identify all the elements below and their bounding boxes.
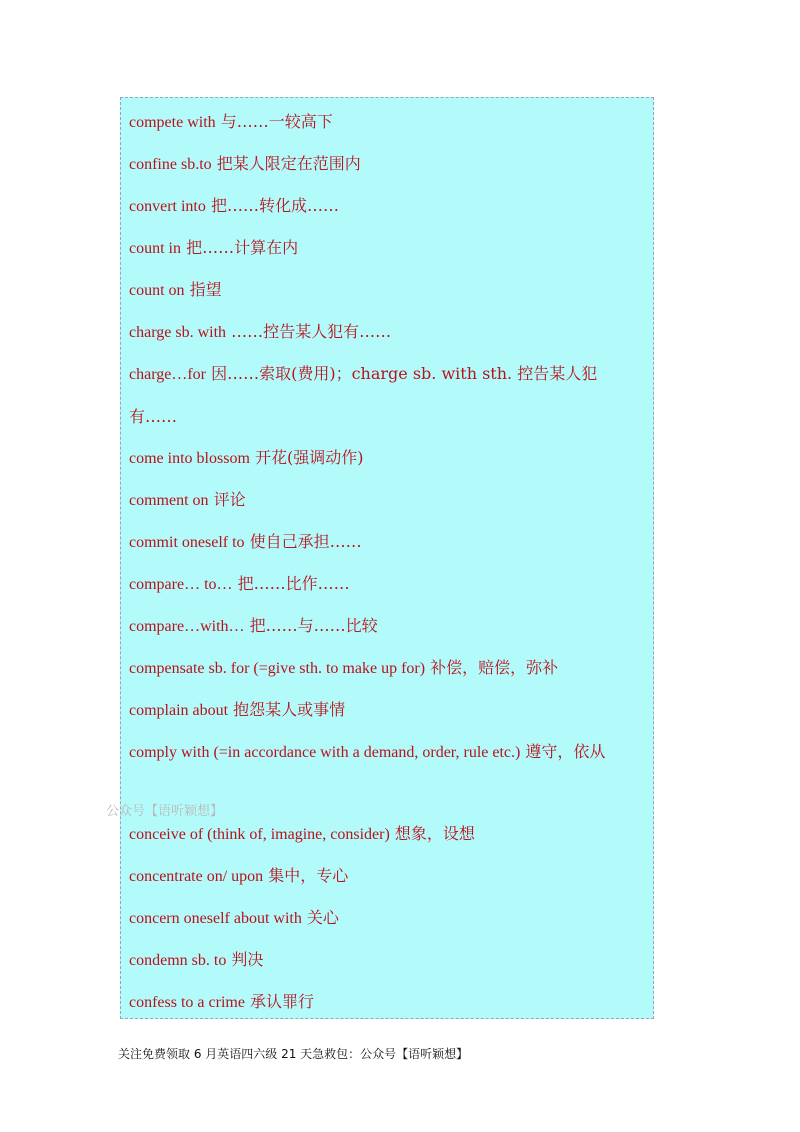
entry-phrase: complain about [129,702,229,719]
entry-meaning: 关心 [301,908,339,927]
entry-meaning: 把……计算在内 [181,238,299,257]
entry-20 [129,981,644,1024]
entry-meaning: 评论 [208,490,246,509]
entry-phrase: come into blossom [129,450,250,467]
entry-2 [129,143,644,186]
entry-meaning: 把……与……比较 [244,616,378,635]
entry-4 [129,227,644,270]
entry-5 [129,269,644,312]
entry-10 [129,521,644,564]
entry-phrase: compete with [129,114,216,131]
entry-15 [129,731,644,774]
entry-meaning: 指望 [184,280,222,299]
entry-meaning: 把……比作…… [232,574,350,593]
entry-meaning: ……控告某人犯有…… [226,322,392,341]
entry-phrase: count in [129,240,181,257]
entry-1 [129,101,644,144]
watermark: 公众号【语听颖想】 [106,804,224,819]
entry-meaning: 承认罪行 [244,992,315,1011]
entry-phrase: count on [129,282,185,299]
entry-16 [129,813,644,856]
entry-phrase: concern oneself about with [129,910,302,927]
entry-phrase: charge sb. with [129,324,227,341]
entry-meaning: 集中，专心 [263,866,349,885]
entry-18 [129,897,644,940]
entry-meaning: 因……索取(费用)；charge sb. with sth. 控告某人犯有…… [129,364,598,426]
entry-meaning: 开花(强调动作) [249,448,364,467]
vocabulary-box [120,97,654,1019]
entry-phrase: comment on [129,492,209,509]
entry-meaning: 与……一较高下 [215,112,333,131]
entry-phrase: compare…with… [129,618,245,635]
entry-19 [129,939,644,982]
entry-8 [129,437,644,480]
entry-phrase: commit oneself to [129,534,245,551]
entry-meaning: 抱怨某人或事情 [228,700,346,719]
entry-meaning: 补偿，赔偿，弥补 [425,658,559,677]
entry-phrase: convert into [129,198,206,215]
entry-meaning: 遵守，依从 [520,742,606,761]
entry-phrase: comply with (=in accordance with a demand, order, rule etc.) [129,744,521,761]
entry-11 [129,563,644,606]
entry-meaning: 想象，设想 [389,824,475,843]
entry-meaning: 使自己承担…… [244,532,362,551]
entry-17 [129,855,644,898]
entry-7 [129,353,644,438]
entry-3 [129,185,644,228]
entry-phrase: compensate sb. for (=give sth. to make up for) [129,660,426,677]
entry-12 [129,605,644,648]
entry-meaning: 把……转化成…… [205,196,339,215]
entry-phrase: concentrate on/ upon [129,868,264,885]
entry-13 [129,647,644,690]
entry-phrase: condemn sb. to [129,952,227,969]
entry-9 [129,479,644,522]
entry-phrase: confess to a crime [129,994,245,1011]
entry-6 [129,311,644,354]
page-footer: 关注免费领取 6 月英语四六级 21 天急救包：公众号【语听颖想】 [118,1047,469,1061]
entry-phrase: charge…for [129,366,206,383]
entry-meaning: 把某人限定在范围内 [211,154,361,173]
entry-14 [129,689,644,732]
entry-phrase: confine sb.to [129,156,212,173]
entry-phrase: compare… to… [129,576,233,593]
entry-phrase: conceive of (think of, imagine, consider) [129,826,390,843]
entry-meaning: 判决 [226,950,264,969]
